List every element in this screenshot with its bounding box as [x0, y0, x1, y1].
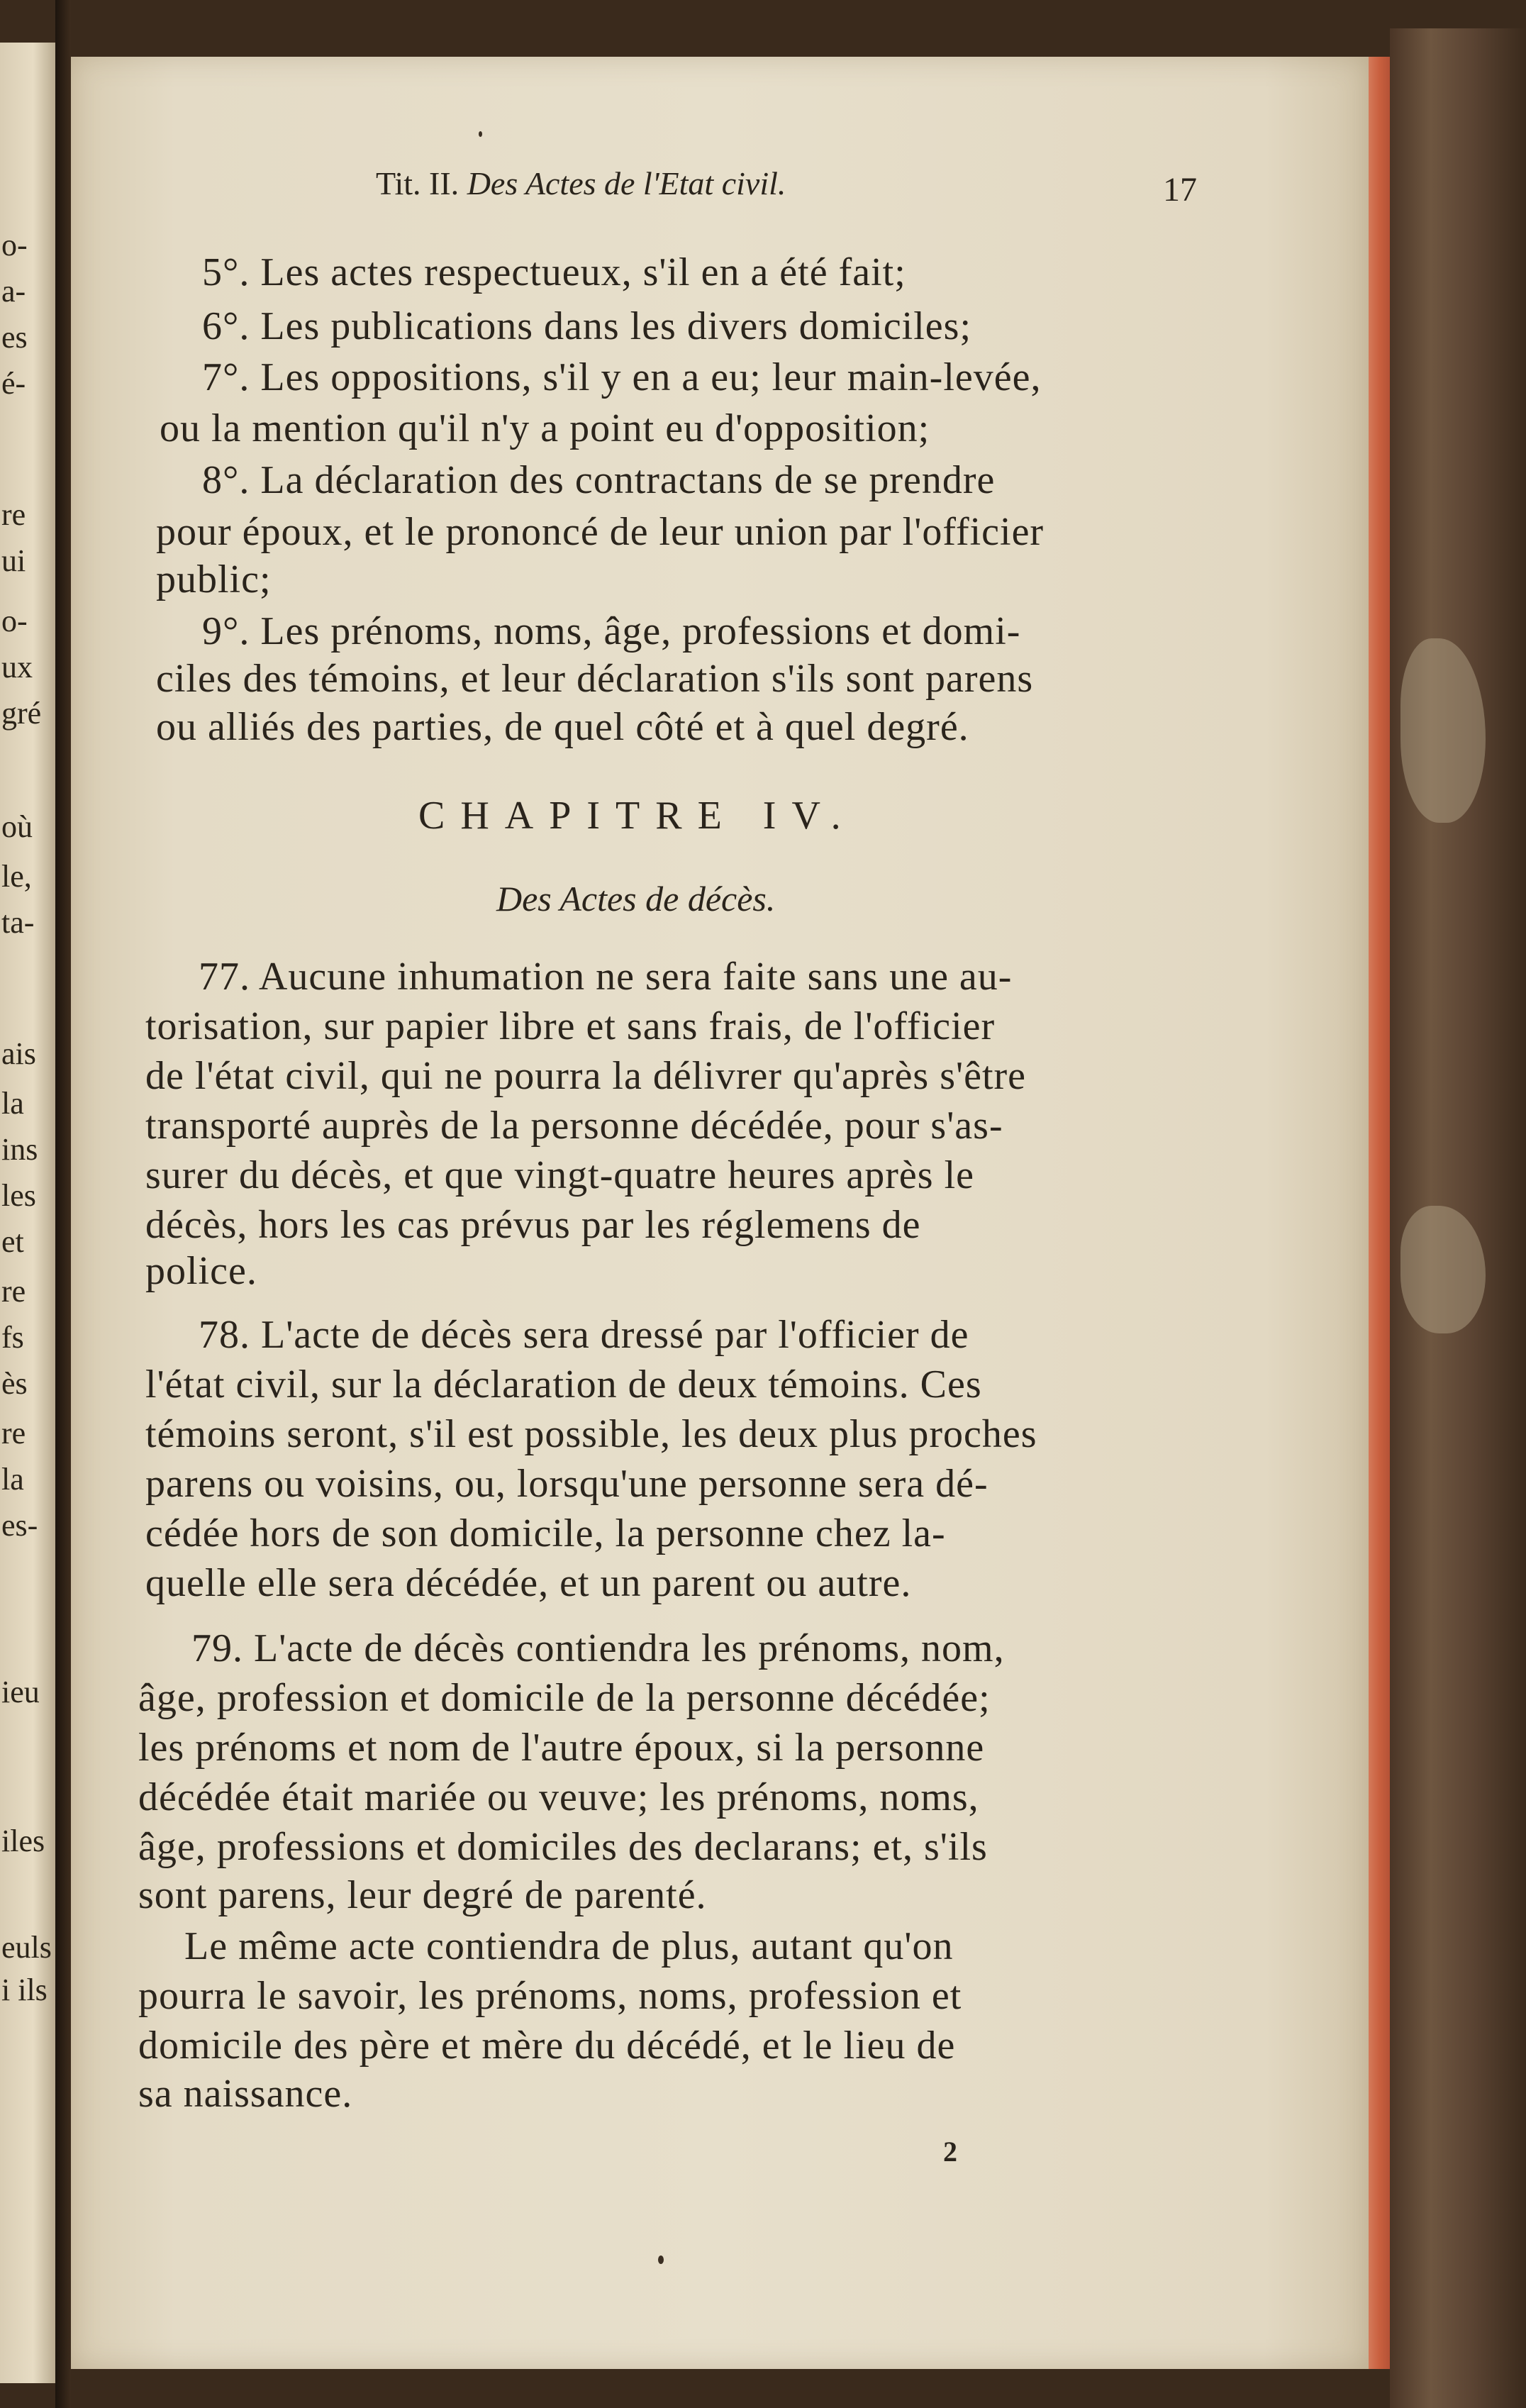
red-page-edge [1369, 57, 1390, 2369]
chapter-subtitle: Des Actes de décès. [496, 879, 776, 919]
text-line: Le même acte contiendra de plus, autant qu'on [184, 1924, 954, 1968]
text-line: public; [156, 557, 272, 601]
text-line: de l'état civil, qui ne pourra la délivrer qu'après s'être [145, 1054, 1027, 1098]
left-fragment: es [1, 320, 28, 355]
left-fragment: la [1, 1462, 24, 1497]
left-fragment: ui [1, 543, 26, 578]
text-line: 6°. Les publications dans les divers domiciles; [202, 304, 971, 348]
book-gutter [55, 0, 71, 2408]
text-line: domicile des père et mère du décédé, et le lieu de [138, 2024, 956, 2068]
text-line: transporté auprès de la personne décédée, pour s'as- [145, 1104, 1003, 1148]
header-title: Des Actes de l'Etat civil. [467, 165, 786, 201]
text-line: décédée était mariée ou veuve; les prénoms, noms, [138, 1775, 979, 1819]
left-fragment: ès [1, 1366, 28, 1401]
left-fragment: es- [1, 1508, 38, 1543]
ink-speck [479, 131, 482, 137]
text-line: 7°. Les oppositions, s'il y en a eu; leur main-levée, [202, 355, 1042, 399]
left-fragment: o- [1, 228, 28, 262]
running-header [376, 165, 786, 202]
text-line: 5°. Les actes respectueux, s'il en a été fait; [202, 250, 906, 294]
ink-speck [658, 2256, 664, 2264]
chapter-title: CHAPITRE IV. [418, 794, 857, 838]
text-line: sa naissance. [138, 2072, 353, 2116]
left-fragment: ux [1, 650, 33, 684]
left-fragment: la [1, 1086, 24, 1121]
text-line: ciles des témoins, et leur déclaration s'ils sont parens [156, 657, 1034, 701]
text-line: ou la mention qu'il n'y a point eu d'opposition; [160, 406, 930, 450]
text-line: décès, hors les cas prévus par les réglemens de [145, 1203, 921, 1247]
left-fragment: a- [1, 274, 26, 309]
left-fragment: ieu [1, 1675, 40, 1709]
text-line: 9°. Les prénoms, noms, âge, professions et domi- [202, 609, 1021, 653]
text-line: 78. L'acte de décès sera dressé par l'officier de [199, 1313, 969, 1357]
text-line: âge, professions et domiciles des declarans; et, s'ils [138, 1825, 988, 1869]
text-line: torisation, sur papier libre et sans frais, de l'officier [145, 1004, 996, 1048]
left-fragment: et [1, 1224, 24, 1259]
left-fragment: où [1, 809, 33, 844]
text-line: police. [145, 1249, 257, 1293]
left-fragment: ta- [1, 905, 35, 940]
left-fragment: re [1, 1274, 26, 1309]
text-line: âge, profession et domicile de la personne décédée; [138, 1676, 991, 1720]
text-line: témoins seront, s'il est possible, les deux plus proches [145, 1412, 1037, 1456]
left-fragment: le, [1, 859, 32, 894]
text-line: sont parens, leur degré de parenté. [138, 1873, 707, 1917]
header-prefix: Tit. II. [376, 165, 460, 201]
text-line: pourra le savoir, les prénoms, noms, profession et [138, 1974, 962, 2018]
text-line: l'état civil, sur la déclaration de deux témoins. Ces [145, 1363, 982, 1406]
left-fragment: gré [1, 696, 42, 731]
left-fragment: ais [1, 1036, 36, 1071]
left-fragment: re [1, 1416, 26, 1450]
text-line: 8°. La déclaration des contractans de se prendre [202, 458, 996, 502]
left-fragment: é- [1, 366, 26, 401]
left-fragment: ins [1, 1132, 38, 1167]
left-fragment: re [1, 497, 26, 532]
left-fragment: fs [1, 1320, 24, 1355]
signature-mark: 2 [943, 2136, 957, 2168]
text-line: cédée hors de son domicile, la personne chez la- [145, 1511, 946, 1555]
text-line: ou alliés des parties, de quel côté et à quel degré. [156, 705, 969, 749]
left-fragment: les [1, 1178, 36, 1213]
text-line: quelle elle sera décédée, et un parent ou autre. [145, 1561, 912, 1605]
text-line: 79. L'acte de décès contiendra les prénoms, nom, [191, 1626, 1005, 1670]
left-page-edge [0, 43, 55, 2383]
text-line: 77. Aucune inhumation ne sera faite sans une au- [199, 955, 1013, 999]
text-line: surer du décès, et que vingt-quatre heures après le [145, 1153, 974, 1197]
page-number: 17 [1163, 171, 1197, 209]
text-line: les prénoms et nom de l'autre époux, si la personne [138, 1726, 985, 1770]
left-fragment: o- [1, 604, 28, 638]
left-fragment: i ils [1, 1973, 48, 2007]
left-fragment: euls [1, 1930, 52, 1965]
text-line: pour époux, et le prononcé de leur union par l'officier [156, 510, 1045, 554]
left-fragment: iles [1, 1824, 45, 1858]
text-line: parens ou voisins, ou, lorsqu'une personne sera dé- [145, 1462, 988, 1506]
